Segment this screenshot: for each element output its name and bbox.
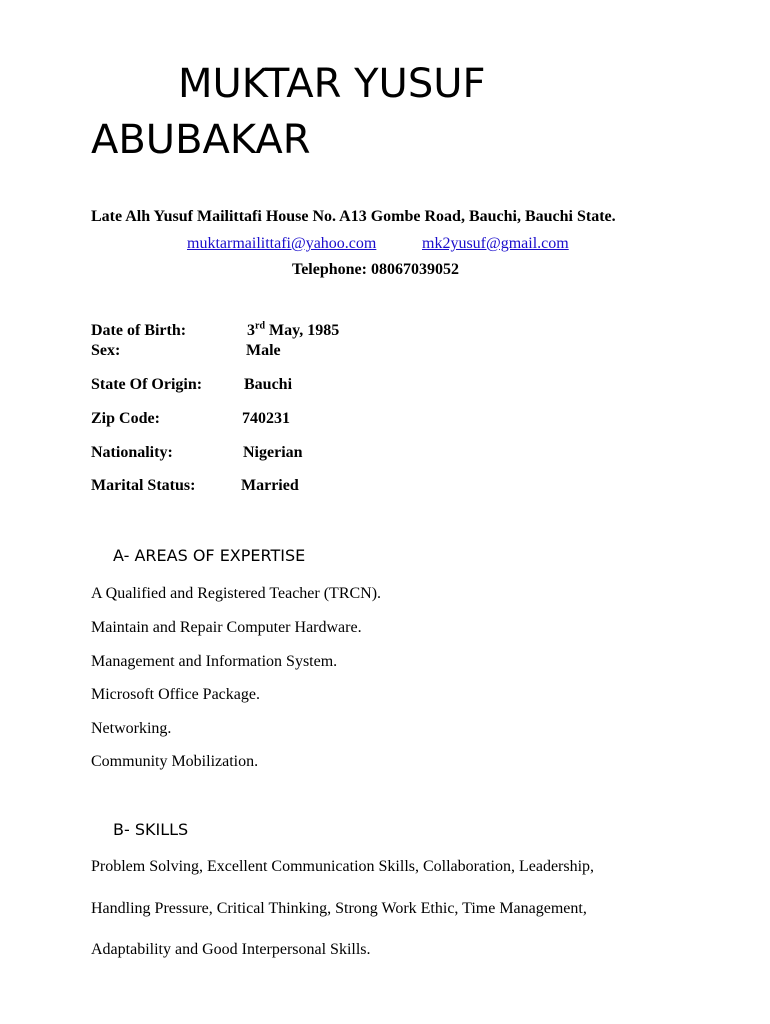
state-value: Bauchi (244, 376, 293, 393)
nationality-label: Nationality: (91, 444, 173, 461)
dob-value (247, 322, 339, 340)
telephone: Telephone: 08067039052 (292, 261, 459, 278)
email-link-yahoo[interactable]: muktarmailittafi@yahoo.com (187, 235, 377, 252)
name-line-1: MUKTAR YUSUF (178, 61, 486, 107)
address: Late Alh Yusuf Mailittafi House No. A13 Gombe Road, Bauchi, Bauchi State. (91, 208, 616, 225)
zip-label: Zip Code: (91, 410, 160, 427)
skills-line: Problem Solving, Excellent Communication Skills, Collaboration, Leadership, (91, 858, 595, 875)
dob-label: Date of Birth: (91, 322, 187, 339)
name-line-2: ABUBAKAR (91, 117, 311, 163)
skills-line: Adaptability and Good Interpersonal Skills. (91, 941, 371, 958)
dob-month-year: May, 1985 (265, 322, 340, 339)
expertise-item: A Qualified and Registered Teacher (TRCN). (91, 585, 382, 602)
expertise-heading: A- AREAS OF EXPERTISE (113, 546, 306, 565)
skills-heading: B- SKILLS (113, 820, 189, 839)
state-label: State Of Origin: (91, 376, 203, 393)
expertise-item: Microsoft Office Package. (91, 686, 260, 703)
email-link-gmail[interactable]: mk2yusuf@gmail.com (422, 235, 569, 252)
skills-line: Handling Pressure, Critical Thinking, Strong Work Ethic, Time Management, (91, 900, 587, 917)
nationality-value: Nigerian (243, 444, 303, 461)
zip-value: 740231 (242, 410, 290, 427)
expertise-item: Community Mobilization. (91, 753, 259, 770)
expertise-item: Networking. (91, 720, 172, 737)
expertise-item: Maintain and Repair Computer Hardware. (91, 619, 362, 636)
dob-suffix: rd (255, 320, 265, 332)
marital-value: Married (241, 477, 299, 494)
marital-label: Marital Status: (91, 477, 196, 494)
sex-label: Sex: (91, 342, 121, 359)
expertise-item: Management and Information System. (91, 653, 338, 670)
sex-value: Male (246, 342, 281, 359)
dob-day: 3 (247, 322, 255, 339)
